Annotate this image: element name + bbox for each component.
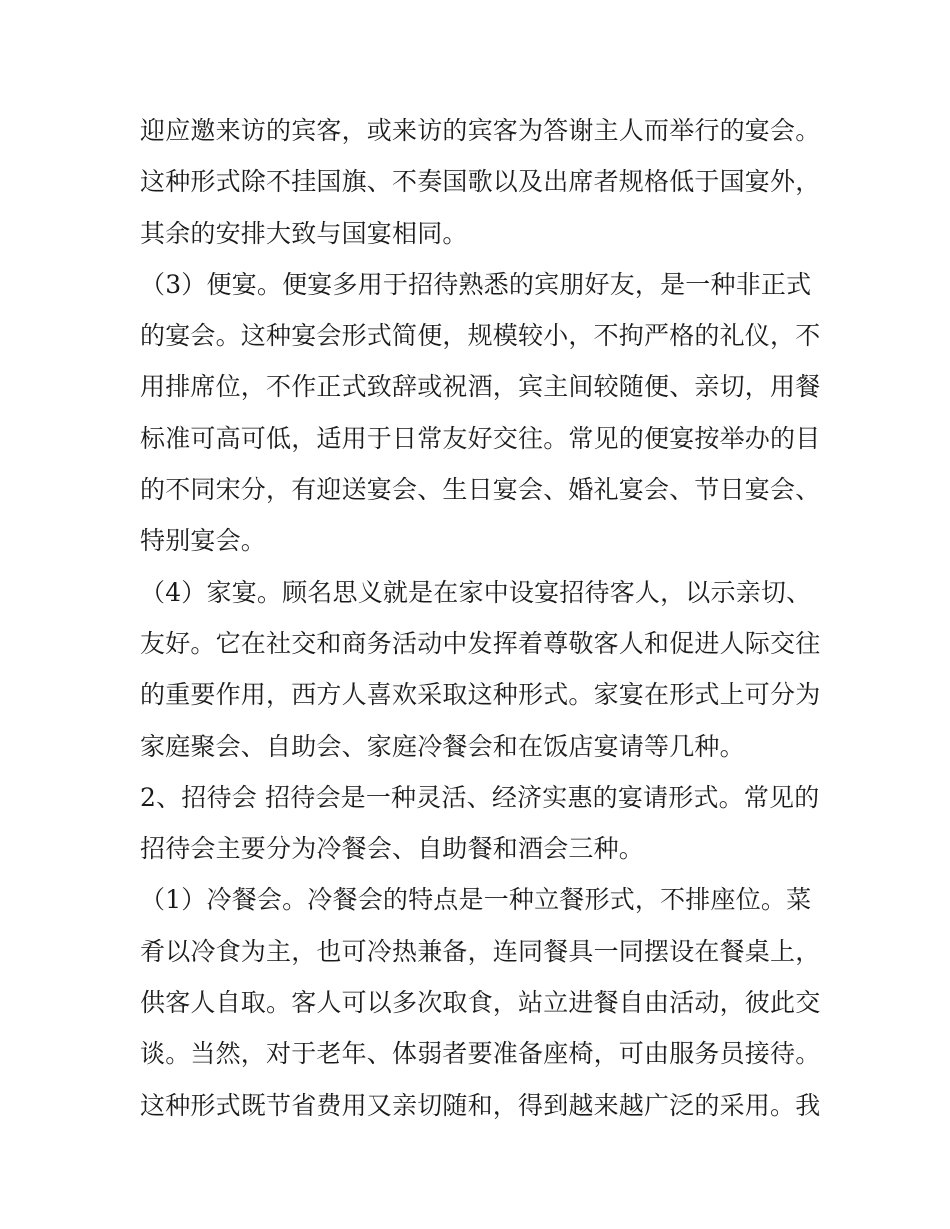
- text-line: 这种形式除不挂国旗、不奏国歌以及出席者规格低于国宴外，: [140, 167, 821, 197]
- text-line: 供客人自取。客人可以多次取食，站立进餐自由活动，彼此交: [140, 988, 821, 1018]
- text-line: （1）冷餐会。冷餐会的特点是一种立餐形式，不排座位。菜: [140, 885, 812, 915]
- body-text: [140, 105, 820, 1131]
- text-line: 招待会主要分为冷餐会、自助餐和酒会三种。: [140, 834, 645, 864]
- text-line: 标准可高可低，适用于日常友好交往。常见的便宴按举办的目: [140, 423, 821, 453]
- text-line: 用排席位，不作正式致辞或祝酒，宾主间较随便、亲切，用餐: [140, 372, 821, 402]
- text-line: 这种形式既节省费用又亲切随和，得到越来越广泛的采用。我: [140, 1090, 821, 1120]
- text-line: 特别宴会。: [140, 526, 267, 556]
- text-line: 友好。它在社交和商务活动中发挥着尊敬客人和促进人际交往: [140, 628, 821, 658]
- text-line: 谈。当然，对于老年、体弱者要准备座椅，可由服务员接待。: [140, 1039, 821, 1069]
- text-line: 的不同宋分，有迎送宴会、生日宴会、婚礼宴会、节日宴会、: [140, 475, 821, 505]
- text-line: 迎应邀来访的宾客，或来访的宾客为答谢主人而举行的宴会。: [140, 116, 821, 145]
- text-line: 2、招待会 招待会是一种灵活、经济实惠的宴请形式。常见的: [140, 782, 820, 812]
- text-line: 的重要作用，西方人喜欢采取这种形式。家宴在形式上可分为: [140, 680, 821, 710]
- text-line: 家庭聚会、自助会、家庭冷餐会和在饭店宴请等几种。: [140, 731, 745, 761]
- text-line: 的宴会。这种宴会形式简便，规模较小，不拘严格的礼仪，不: [140, 321, 821, 351]
- text-line: 其余的安排大致与国宴相同。: [140, 218, 468, 248]
- text-line: （3）便宴。便宴多用于招待熟悉的宾朋好友，是一种非正式: [140, 269, 812, 299]
- text-line: 肴以冷食为主，也可冷热兼备，连同餐具一同摆设在餐桌上，: [140, 936, 821, 966]
- text-line: （4）家宴。顾名思义就是在家中设宴招待客人，以示亲切、: [140, 577, 812, 607]
